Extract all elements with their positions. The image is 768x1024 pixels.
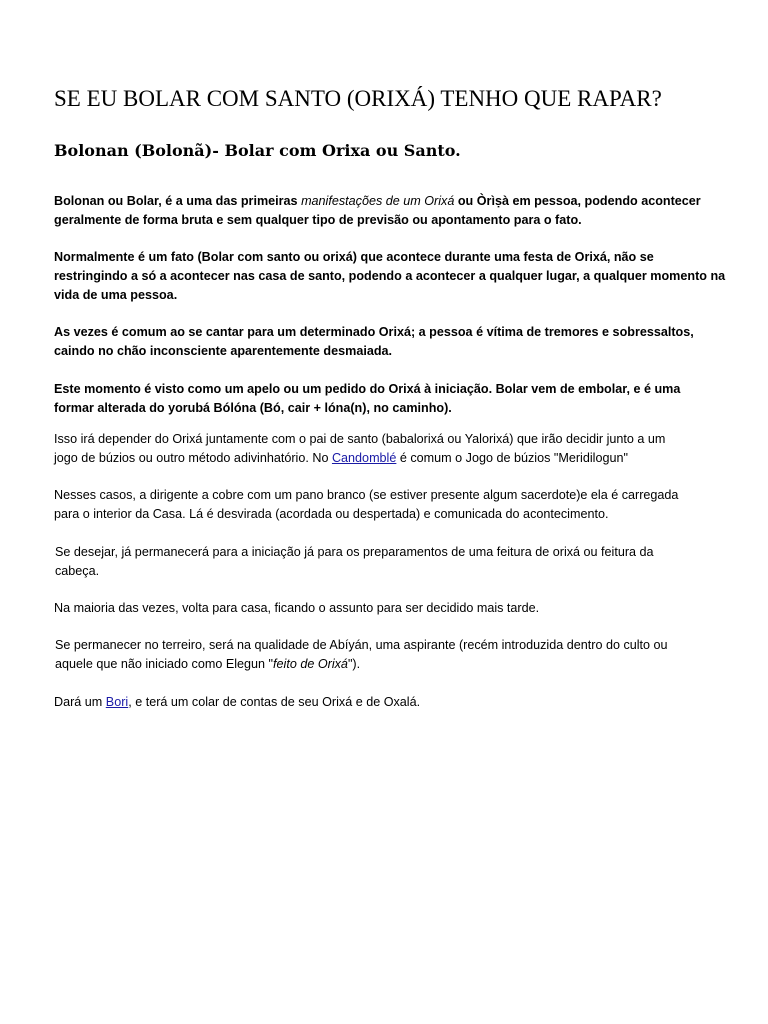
paragraph-9: [55, 636, 725, 674]
paragraph-2: [54, 248, 724, 306]
text-run: jogo de búzios ou outro método adivinhatório. No: [54, 451, 332, 466]
paragraph-3-line-1: As vezes é comum ao se cantar para um determinado Orixá; a pessoa é vítima de tremores e sobressaltos,: [54, 325, 694, 339]
paragraph-5: [54, 430, 724, 468]
page-title: SE EU BOLAR COM SANTO (ORIXÁ) TENHO QUE RAPAR?: [54, 86, 662, 111]
paragraph-7-line-1: Se desejar, já permanecerá para a iniciação já para os preparamentos de uma feitura de orixá ou feitura da: [55, 545, 654, 559]
bori-link[interactable]: Bori: [105, 695, 129, 709]
paragraph-5-line-1: Isso irá depender do Orixá juntamente com o pai de santo (babalorixá ou Yalorixá) que irão decidir junto a um: [54, 432, 666, 446]
text-run: aquele que não iniciado como Elegun ": [55, 657, 274, 672]
paragraph-6-line-2: para o interior da Casa. Lá é desvirada (acordada ou despertada) e comunicada do acontecimento.: [54, 507, 609, 522]
emphasis-text: manifestações de um Orixá: [301, 194, 455, 208]
paragraph-7-line-2: cabeça.: [55, 564, 100, 579]
paragraph-7: [55, 543, 725, 581]
paragraph-3: [54, 323, 724, 361]
text-run: , e terá um colar de contas de seu Orixá e de Oxalá.: [128, 695, 421, 709]
paragraph-3-line-2: caindo no chão inconsciente aparentemente desmaiada.: [54, 344, 393, 359]
paragraph-2-line-3: vida de uma pessoa.: [54, 288, 178, 303]
text-run: ou Òrìṣà em pessoa, podendo acontecer: [454, 194, 701, 208]
paragraph-5-line-2: [54, 449, 724, 468]
paragraph-1-line-2: geralmente de forma bruta e sem qualquer tipo de previsão ou apontamento para o fato.: [54, 213, 582, 228]
paragraph-2-line-1: Normalmente é um fato (Bolar com santo ou orixá) que acontece durante uma festa de Orixá, não se: [54, 250, 654, 264]
paragraph-8-line-1: Na maioria das vezes, volta para casa, ficando o assunto para ser decidido mais tarde.: [54, 601, 540, 615]
paragraph-10-line-1: [54, 693, 724, 712]
paragraph-9-line-1: Se permanecer no terreiro, será na qualidade de Abíyán, uma aspirante (recém introduzida dentro do culto ou: [55, 638, 668, 652]
paragraph-1-line-1: [54, 192, 724, 211]
text-run: Bolonan ou Bolar, é a uma das primeiras: [54, 194, 302, 208]
page-subtitle: Bolonan (Bolonã)- Bolar com Orixa ou Santo.: [54, 141, 461, 160]
text-run: ").: [347, 657, 361, 672]
emphasis-text: feito de Orixá: [273, 657, 348, 672]
text-run: Dará um: [54, 695, 106, 709]
paragraph-4-line-1: Este momento é visto como um apelo ou um pedido do Orixá à iniciação. Bolar vem de embolar, e é uma: [54, 382, 681, 396]
paragraph-4: [54, 380, 724, 418]
text-run: é comum o Jogo de búzios "Meridilogun": [396, 451, 628, 466]
paragraph-1: [54, 192, 724, 230]
paragraph-10: [54, 693, 724, 712]
candomble-link[interactable]: Candomblé: [331, 451, 397, 466]
paragraph-4-line-2: formar alterada do yorubá Bólóna (Bó, cair + lóna(n), no caminho).: [54, 401, 452, 416]
paragraph-9-line-2: [55, 655, 725, 674]
paragraph-2-line-2: restringindo a só a acontecer nas casa de santo, podendo a acontecer a qualquer lugar, a qualquer momento na: [54, 269, 726, 284]
paragraph-8: [54, 599, 724, 618]
paragraph-6: [54, 486, 724, 524]
paragraph-6-line-1: Nesses casos, a dirigente a cobre com um pano branco (se estiver presente algum sacerdote)e ela é carregada: [54, 488, 679, 502]
